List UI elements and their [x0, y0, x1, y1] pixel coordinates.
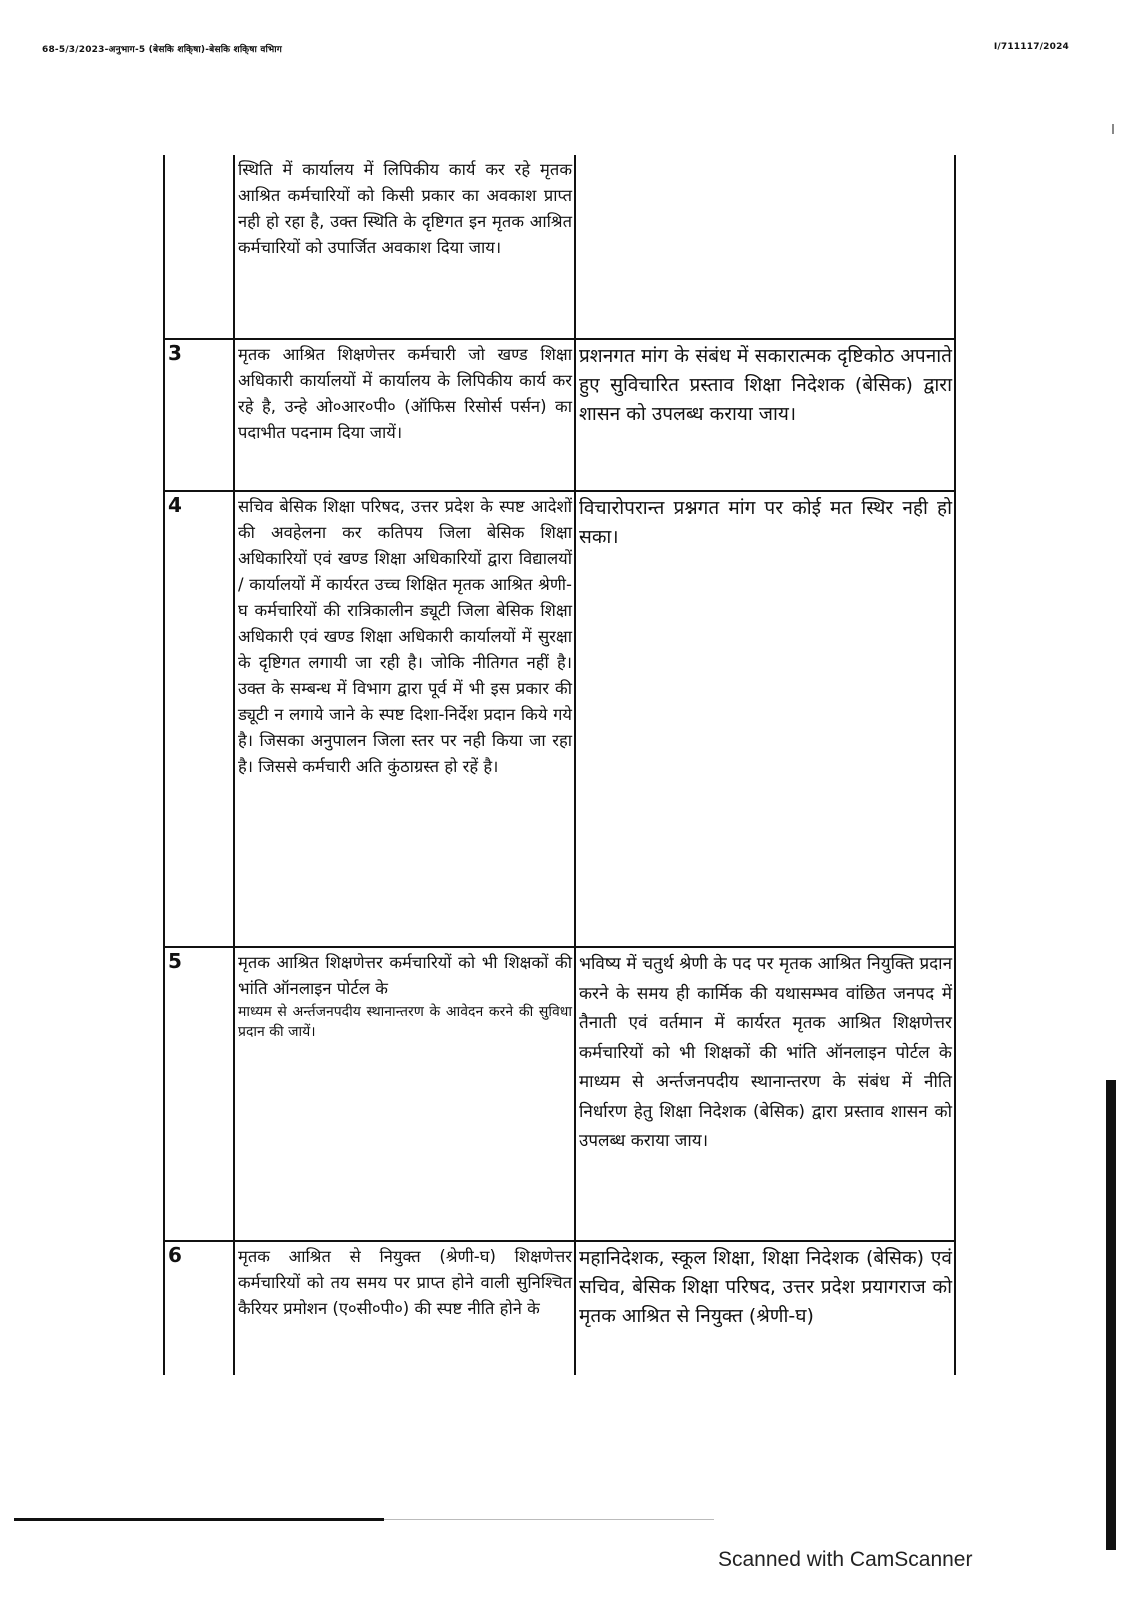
table-row [164, 947, 955, 1241]
table-row [164, 1241, 955, 1375]
demand-text-part-2: माध्यम से अर्न्तजनपदीय स्थानान्तरण के आवेदन करने की सुविधा प्रदान की जायें। [238, 1004, 572, 1040]
table-row [164, 155, 955, 339]
document-number: I/711117/2024 [993, 42, 1069, 52]
table-row [164, 491, 955, 947]
decision-text: विचारोपरान्त प्रश्नगत मांग पर कोई मत स्थिर नही हो सका। [575, 491, 955, 947]
demand-text-part-1: मृतक आश्रित शिक्षणेत्तर कर्मचारियों को भी शिक्षकों की भांति ऑनलाइन पोर्टल के [238, 953, 572, 998]
footer-rule-faint [384, 1519, 714, 1520]
scanner-watermark: Scanned with CamScanner [718, 1548, 973, 1571]
row-number: 5 [164, 947, 234, 1241]
scan-mark [1112, 124, 1114, 134]
row-number [164, 155, 234, 339]
scan-edge-bar [1106, 1080, 1116, 1550]
demand-text: मृतक आश्रित शिक्षणेत्तर कर्मचारी जो खण्ड शिक्षा अधिकारी कार्यालयों में कार्यालय के लिपिकीय कार्य कर रहे है, उन्हे ओ०आर०पी० (ऑफिस रिसोर्स पर्सन) का पदाभीत पदनाम दिया जायें। [234, 339, 575, 491]
decision-text: महानिदेशक, स्कूल शिक्षा, शिक्षा निदेशक (बेसिक) एवं सचिव, बेसिक शिक्षा परिषद, उत्तर प्रदेश प्रयागराज को मृतक आश्रित से नियुक्त (श्रेणी-घ) [575, 1241, 955, 1375]
footer-rule [14, 1518, 384, 1521]
table-row [164, 339, 955, 491]
row-number: 6 [164, 1241, 234, 1375]
demands-table [163, 155, 956, 1375]
demand-text [234, 947, 575, 1241]
decision-text: प्रशनगत मांग के संबंध में सकारात्मक दृष्टिकोठ अपनाते हुए सुविचारित प्रस्ताव शिक्षा निदेशक (बेसिक) द्वारा शासन को उपलब्ध कराया जाय। [575, 339, 955, 491]
demand-text: सचिव बेसिक शिक्षा परिषद, उत्तर प्रदेश के स्पष्ट आदेशों की अवहेलना कर कतिपय जिला बेसिक शिक्षा अधिकारियों एवं खण्ड शिक्षा अधिकारियों द्वारा विद्यालयों / कार्यालयों में कार्यरत उच्च शिक्षित मृतक आश्रित श्रेणी-घ कर्मचारियों की रात्रिकालीन ड्यूटी जिला बेसिक शिक्षा अधिकारी एवं खण्ड शिक्षा अधिकारी कार्यालयों में सुरक्षा के दृष्टिगत लगायी जा रही है। जोकि नीतिगत नहीं है। उक्त के सम्बन्ध में विभाग द्वारा पूर्व में भी इस प्रकार की ड्यूटी न लगाये जाने के स्पष्ट दिशा-निर्देश प्रदान किये गये है। जिसका अनुपालन जिला स्तर पर नही किया जा रहा है। जिससे कर्मचारी अति कुंठाग्रस्त हो रहें है। [234, 491, 575, 947]
row-number: 3 [164, 339, 234, 491]
demand-text: स्थिति में कार्यालय में लिपिकीय कार्य कर रहे मृतक आश्रित कर्मचारियों को किसी प्रकार का अवकाश प्राप्त नही हो रहा है, उक्त स्थिति के दृष्टिगत इन मृतक आश्रित कर्मचारियों को उपार्जित अवकाश दिया जाय। [234, 155, 575, 339]
demand-text: मृतक आश्रित से नियुक्त (श्रेणी-घ) शिक्षणेत्तर कर्मचारियों को तय समय पर प्राप्त होने वाली सुनिश्चित कैरियर प्रमोशन (ए०सी०पी०) की स्पष्ट नीति होने के [234, 1241, 575, 1375]
decision-text [575, 155, 955, 339]
decision-text: भविष्य में चतुर्थ श्रेणी के पद पर मृतक आश्रित नियुक्ति प्रदान करने के समय ही कार्मिक की यथासम्भव वांछित जनपद में तैनाती एवं वर्तमान में कार्यरत मृतक आश्रित शिक्षणेत्तर कर्मचारियों को भी शिक्षकों की भांति ऑनलाइन पोर्टल के माध्यम से अर्न्तजनपदीय स्थानान्तरण के संबंध में नीति निर्धारण हेतु शिक्षा निदेशक (बेसिक) द्वारा प्रस्ताव शासन को उपलब्ध कराया जाय। [575, 947, 955, 1241]
file-reference: 68-5/3/2023-अनुभाग-5 (बेसकि शकि्षा)-बेसकि शकि्षा वभिाग [42, 45, 283, 55]
row-number: 4 [164, 491, 234, 947]
